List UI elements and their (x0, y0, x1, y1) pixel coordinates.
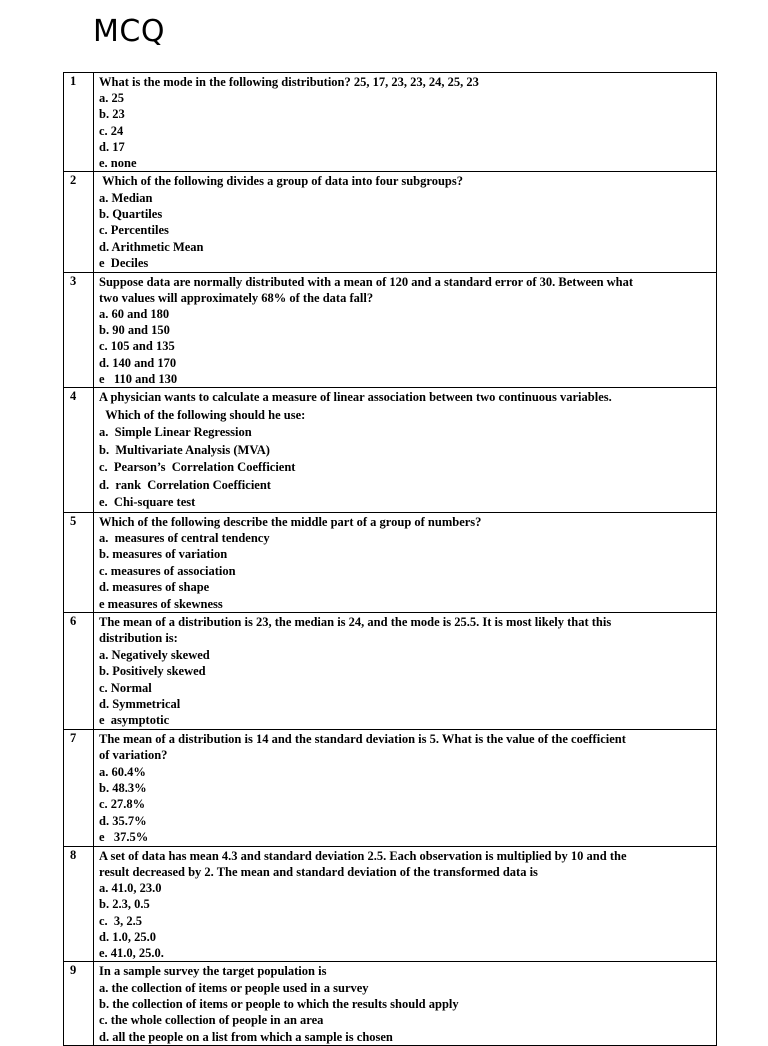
question-row (64, 846, 717, 961)
answer-option: d. Arithmetic Mean (99, 239, 204, 254)
question-content (94, 172, 717, 272)
answer-option: d. rank Correlation Coefficient (99, 477, 271, 492)
question-text: of variation? (99, 748, 168, 763)
question-content (94, 962, 717, 1046)
question-text: two values will approximately 68% of the data fall? (99, 290, 374, 305)
answer-option: c. 27.8% (99, 797, 146, 812)
answer-option: d. 1.0, 25.0 (99, 929, 156, 944)
question-text: Which of the following should he use: (99, 407, 306, 422)
question-content (94, 846, 717, 961)
answer-option: c. the whole collection of people in an area (99, 1013, 324, 1028)
answer-option: c. 3, 2.5 (99, 913, 143, 928)
answer-option: c. measures of association (99, 563, 236, 578)
question-number: 9 (64, 962, 94, 1046)
question-number: 2 (64, 172, 94, 272)
question-content (94, 272, 717, 387)
question-text: The mean of a distribution is 14 and the standard deviation is 5. What is the value of the coefficient (99, 731, 626, 746)
answer-option: a. the collection of items or people used in a survey (99, 980, 369, 995)
question-row (64, 512, 717, 612)
answer-option: b. 90 and 150 (99, 323, 170, 338)
question-text: A set of data has mean 4.3 and standard deviation 2.5. Each observation is multiplied by 10 and the (99, 848, 627, 863)
answer-option: e asymptotic (99, 713, 170, 728)
question-row (64, 729, 717, 846)
mcq-table (63, 72, 717, 1046)
answer-option: d. all the people on a list from which a sample is chosen (99, 1029, 393, 1044)
question-number: 1 (64, 73, 94, 172)
page-title: MCQ (93, 14, 165, 49)
answer-option: b. Positively skewed (99, 664, 206, 679)
answer-option: d. measures of shape (99, 580, 210, 595)
answer-option: a. 25 (99, 91, 124, 106)
question-content (94, 729, 717, 846)
answer-option: a. Simple Linear Regression (99, 425, 252, 440)
question-text: distribution is: (99, 631, 178, 646)
question-text: What is the mode in the following distribution? 25, 17, 23, 23, 24, 25, 23 (99, 75, 479, 89)
answer-option: b. Multivariate Analysis (MVA) (99, 442, 270, 457)
answer-option: a. measures of central tendency (99, 530, 270, 545)
answer-option: e 110 and 130 (99, 371, 178, 386)
question-text: A physician wants to calculate a measure of linear association between two continuous variables. (99, 390, 612, 405)
question-row (64, 73, 717, 172)
answer-option: d. 17 (99, 139, 125, 154)
question-number: 8 (64, 846, 94, 961)
answer-option: e. none (99, 156, 137, 171)
question-content (94, 73, 717, 172)
answer-option: c. Pearson’s Correlation Coefficient (99, 460, 296, 475)
answer-option: d. 140 and 170 (99, 355, 177, 370)
answer-option: b. the collection of items or people to which the results should apply (99, 996, 459, 1011)
answer-option: d. 35.7% (99, 813, 147, 828)
answer-option: e 37.5% (99, 830, 149, 845)
answer-option: e. 41.0, 25.0. (99, 945, 164, 960)
question-number: 5 (64, 512, 94, 612)
answer-option: a. 41.0, 23.0 (99, 881, 162, 896)
answer-option: d. Symmetrical (99, 697, 181, 712)
question-content (94, 388, 717, 513)
question-text: The mean of a distribution is 23, the median is 24, and the mode is 25.5. It is most likely that this (99, 615, 612, 630)
question-row (64, 613, 717, 730)
question-row (64, 272, 717, 387)
question-row (64, 388, 717, 513)
answer-option: b. 2.3, 0.5 (99, 897, 150, 912)
answer-option: a. Median (99, 190, 153, 205)
answer-option: a. 60.4% (99, 764, 146, 779)
question-number: 6 (64, 613, 94, 730)
question-row (64, 172, 717, 272)
question-text: In a sample survey the target population is (99, 964, 327, 979)
question-text: result decreased by 2. The mean and standard deviation of the transformed data is (99, 864, 538, 879)
question-content (94, 512, 717, 612)
answer-option: b. 48.3% (99, 781, 147, 796)
answer-option: c. 24 (99, 123, 124, 138)
question-content (94, 613, 717, 730)
question-text: Which of the following divides a group of data into four subgroups? (99, 174, 463, 189)
answer-option: a. Negatively skewed (99, 647, 210, 662)
answer-option: c. 105 and 135 (99, 339, 175, 354)
question-number: 4 (64, 388, 94, 513)
question-number: 7 (64, 729, 94, 846)
question-row (64, 962, 717, 1046)
answer-option: e. Chi-square test (99, 495, 196, 510)
answer-option: b. Quartiles (99, 207, 163, 222)
question-number: 3 (64, 272, 94, 387)
question-text: Which of the following describe the middle part of a group of numbers? (99, 514, 482, 529)
answer-option: e Deciles (99, 256, 149, 271)
answer-option: b. measures of variation (99, 547, 228, 562)
answer-option: b. 23 (99, 107, 125, 122)
answer-option: e measures of skewness (99, 596, 223, 611)
question-text: Suppose data are normally distributed with a mean of 120 and a standard error of 30. Between what (99, 274, 634, 289)
answer-option: c. Percentiles (99, 223, 169, 238)
answer-option: a. 60 and 180 (99, 307, 170, 322)
answer-option: c. Normal (99, 680, 152, 695)
